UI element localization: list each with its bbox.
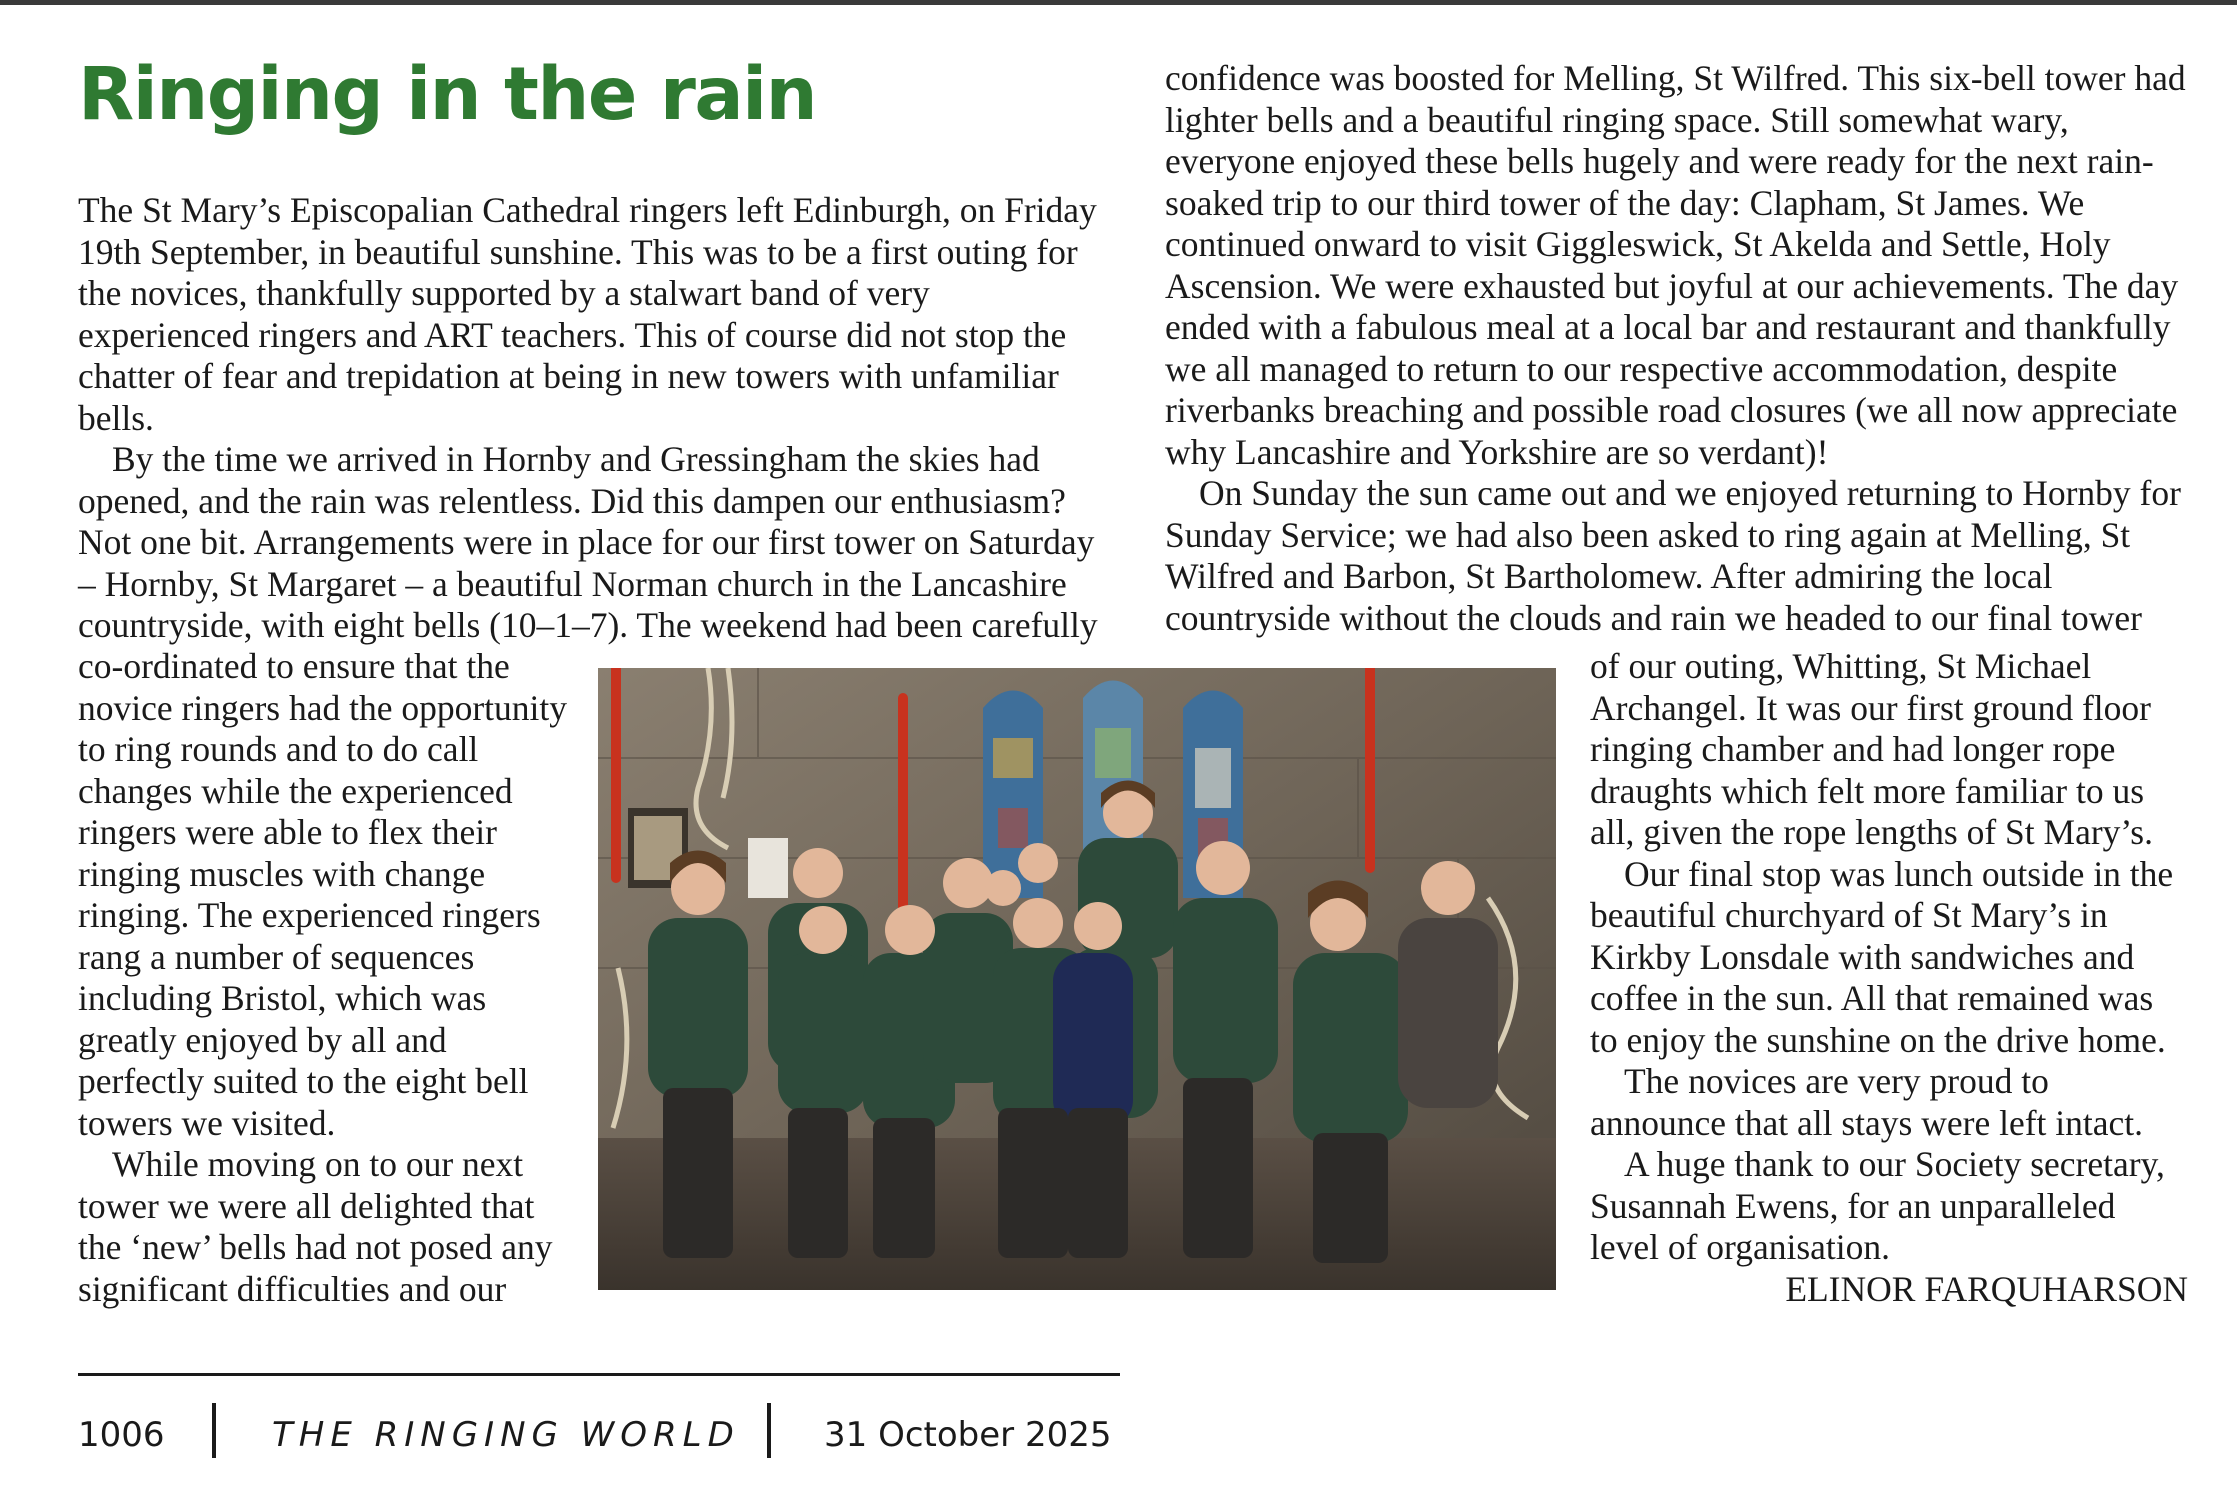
- paragraph: of our outing, Whitting, St Michael Archangel. It was our first ground floor ringing chamber and had longer rope draughts which felt more familiar to us all, given the rope lengths of St Mary’s.: [1590, 646, 2153, 852]
- footer-separator: [767, 1403, 771, 1458]
- footer-separator: [212, 1403, 216, 1458]
- paragraph: A huge thank to our Society secretary, Susannah Ewens, for an unparalleled level of organisation.: [1590, 1144, 2165, 1267]
- column-1-bottom: [78, 646, 580, 1310]
- paragraph: While moving on to our next tower we were all delighted that the ‘new’ bells had not posed any significant difficulties and our: [78, 1144, 553, 1309]
- column-2-top: [1165, 58, 2195, 639]
- group-photo-illustration: [598, 668, 1556, 1290]
- top-rule: [0, 0, 2237, 5]
- column-2-bottom: [1590, 646, 2188, 1310]
- paragraph: On Sunday the sun came out and we enjoyed returning to Hornby for Sunday Service; we had also been asked to ring again at Melling, St Wilfred and Barbon, St Bartholomew. After admiring the local countryside without the clouds and rain we headed to our final tower: [1165, 473, 2181, 638]
- issue-date: 31 October 2025: [824, 1415, 1112, 1455]
- paragraph: co-ordinated to ensure that the novice ringers had the opportunity to ring rounds and to do call changes while the experienced ringers were able to flex their ringing muscles with change ringing. The experienced ringers rang a number of sequences including Bristol, which was greatly enjoyed by all and perfectly suited to the eight bell towers we visited.: [78, 646, 567, 1143]
- column-1-top: [78, 190, 1110, 647]
- page-number: 1006: [78, 1415, 165, 1455]
- footer-rule: [78, 1373, 1120, 1376]
- paragraph: confidence was boosted for Melling, St Wilfred. This six-bell tower had lighter bells and a beautiful ringing space. Still somewhat wary, everyone enjoyed these bells hugely and were ready for the next rain-soaked trip to our third tower of the day: Clapham, St James. We continued onward to visit Giggleswick, St Akelda and Settle, Holy Ascension. We were exhausted but joyful at our achievements. The day ended with a fabulous meal at a local bar and restaurant and thankfully we all managed to return to our respective accommodation, despite riverbanks breaching and possible road closures (we all now appreciate why Lancashire and Yorkshire are so verdant)!: [1165, 58, 2186, 472]
- group-photo: [598, 668, 1556, 1290]
- paragraph: The St Mary’s Episcopalian Cathedral ringers left Edinburgh, on Friday 19th September, in beautiful sunshine. This was to be a first outing for the novices, thankfully supported by a stalwart band of very experienced ringers and ART teachers. This of course did not stop the chatter of fear and trepidation at being in new towers with unfamiliar bells.: [78, 190, 1097, 438]
- paragraph: Our final stop was lunch outside in the beautiful churchyard of St Mary’s in Kirkby Lonsdale with sandwiches and coffee in the sun. All that remained was to enjoy the sunshine on the drive home.: [1590, 853, 2174, 1060]
- article-title: Ringing in the rain: [78, 52, 817, 137]
- paragraph: The novices are very proud to announce that all stays were left intact.: [1590, 1061, 2143, 1143]
- publication-name: THE RINGING WORLD: [272, 1415, 740, 1455]
- author-byline: ELINOR FARQUHARSON: [1785, 1268, 2188, 1309]
- paragraph: By the time we arrived in Hornby and Gressingham the skies had opened, and the rain was relentless. Did this dampen our enthusiasm? Not one bit. Arrangements were in place for our first tower on Saturday – Hornby, St Margaret – a beautiful Norman church in the Lancashire countryside, with eight bells (10–1–7). The weekend had been carefully: [78, 439, 1098, 645]
